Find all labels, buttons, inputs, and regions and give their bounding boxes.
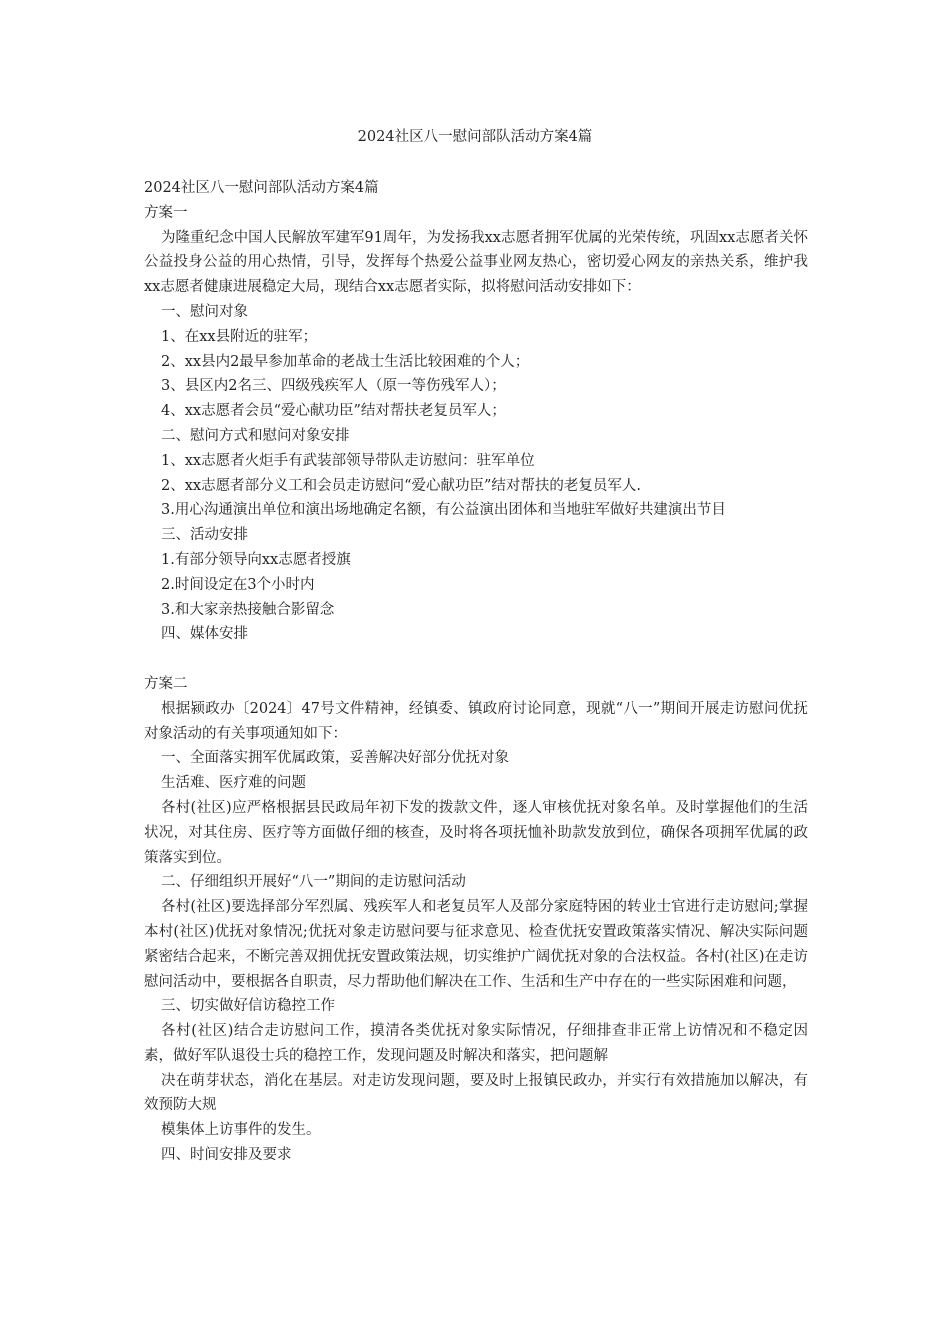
document-subtitle: 2024社区八一慰问部队活动方案4篇	[144, 180, 379, 196]
plan2-section4-heading: 四、时间安排及要求	[161, 1147, 292, 1164]
list-item: 3、县区内2名三、四级残疾军人（原一等伤残军人）；	[161, 378, 506, 395]
list-item: 2、xx县内2最早参加革命的老战士生活比较困难的个人；	[161, 353, 530, 370]
document-body	[144, 176, 808, 1168]
plan1-section4-heading: 四、媒体安排	[161, 626, 248, 643]
plan1-section2-heading: 二、慰问方式和慰问对象安排	[161, 427, 350, 444]
list-item: 1.有部分领导向xx志愿者授旗	[161, 551, 351, 568]
plan1-heading: 方案一	[144, 204, 188, 221]
list-item: 1、在xx县附近的驻军；	[161, 328, 318, 345]
plan2-intro-paragraph: 根据颍政办〔2024〕47号文件精神，经镇委、镇政府讨论同意，现就“八一”期间开展走访慰问优抚对象活动的有关事项通知如下：	[144, 700, 808, 742]
plan2-section1-heading: 一、全面落实拥军优属政策，妥善解决好部分优抚对象	[161, 750, 509, 767]
document-title: 2024社区八一慰问部队活动方案4篇	[357, 129, 593, 145]
list-item: 3.和大家亲热接触合影留念	[161, 601, 335, 618]
plan1-section1-heading: 一、慰问对象	[161, 303, 248, 320]
section-spacer	[144, 647, 808, 672]
plan2-heading: 方案二	[144, 675, 188, 692]
list-item: 1、xx志愿者火炬手有武装部领导带队走访慰问：驻军单位	[161, 452, 535, 469]
list-item: 4、xx志愿者会员“爱心献功臣”结对帮扶老复员军人；	[161, 403, 506, 420]
list-item: 3.用心沟通演出单位和演出场地确定名额，有公益演出团体和当地驻军做好共建演出节目	[161, 502, 726, 519]
list-item: 2、xx志愿者部分义工和会员走访慰问“爱心献功臣”结对帮扶的老复员军人.	[161, 477, 642, 494]
plan2-section3-heading: 三、切实做好信访稳控工作	[161, 998, 335, 1015]
plan2-paragraph: 各村(社区)要选择部分军烈属、残疾军人和老复员军人及部分家庭特困的转业士官进行走访慰问;掌握本村(社区)优抚对象情况;优抚对象走访慰问要与征求意见、检查优抚安置政策落实情况、解决实际问题紧密结合起来，不断完善双拥优抚安置政策法规，切实维护广阔优抚对象的合法权益。各村(社区)在走访慰问活动中，要根据各自职责，尽力帮助他们解决在工作、生活和生产中存在的一些实际困难和问题，	[144, 899, 808, 990]
plan1-section3-heading: 三、活动安排	[161, 527, 248, 544]
plan2-section1-continuation: 生活难、医疗难的问题	[161, 775, 306, 792]
plan2-paragraph: 各村(社区)结合走访慰问工作，摸清各类优抚对象实际情况，仔细排查非正常上访情况和不稳定因素，做好军队退役士兵的稳控工作，发现问题及时解决和落实，把问题解	[144, 1023, 808, 1064]
plan2-paragraph: 各村(社区)应严格根据县民政局年初下发的拨款文件，逐人审核优抚对象名单。及时掌握他们的生活状况，对其住房、医疗等方面做仔细的核查，及时将各项抚恤补助款发放到位，确保各项拥军优属的政策落实到位。	[144, 799, 808, 866]
plan2-section2-heading: 二、仔细组织开展好“八一”期间的走访慰问活动	[161, 874, 466, 891]
list-item: 2.时间设定在3个小时内	[161, 576, 315, 593]
plan1-intro-paragraph: 为隆重纪念中国人民解放军建军91周年，为发扬我xx志愿者拥军优属的光荣传统，巩固xx志愿者关怀公益投身公益的用心热情，引导，发挥每个热爱公益事业网友热心，密切爱心网友的亲热关系，维护我xx志愿者健康进展稳定大局，现结合xx志愿者实际，拟将慰问活动安排如下：	[144, 229, 808, 296]
plan2-paragraph: 模集体上访事件的发生。	[161, 1122, 321, 1139]
plan2-paragraph: 决在萌芽状态，消化在基层。对走访发现问题，要及时上报镇民政办，并实行有效措施加以解决，有效预防大规	[144, 1072, 808, 1114]
